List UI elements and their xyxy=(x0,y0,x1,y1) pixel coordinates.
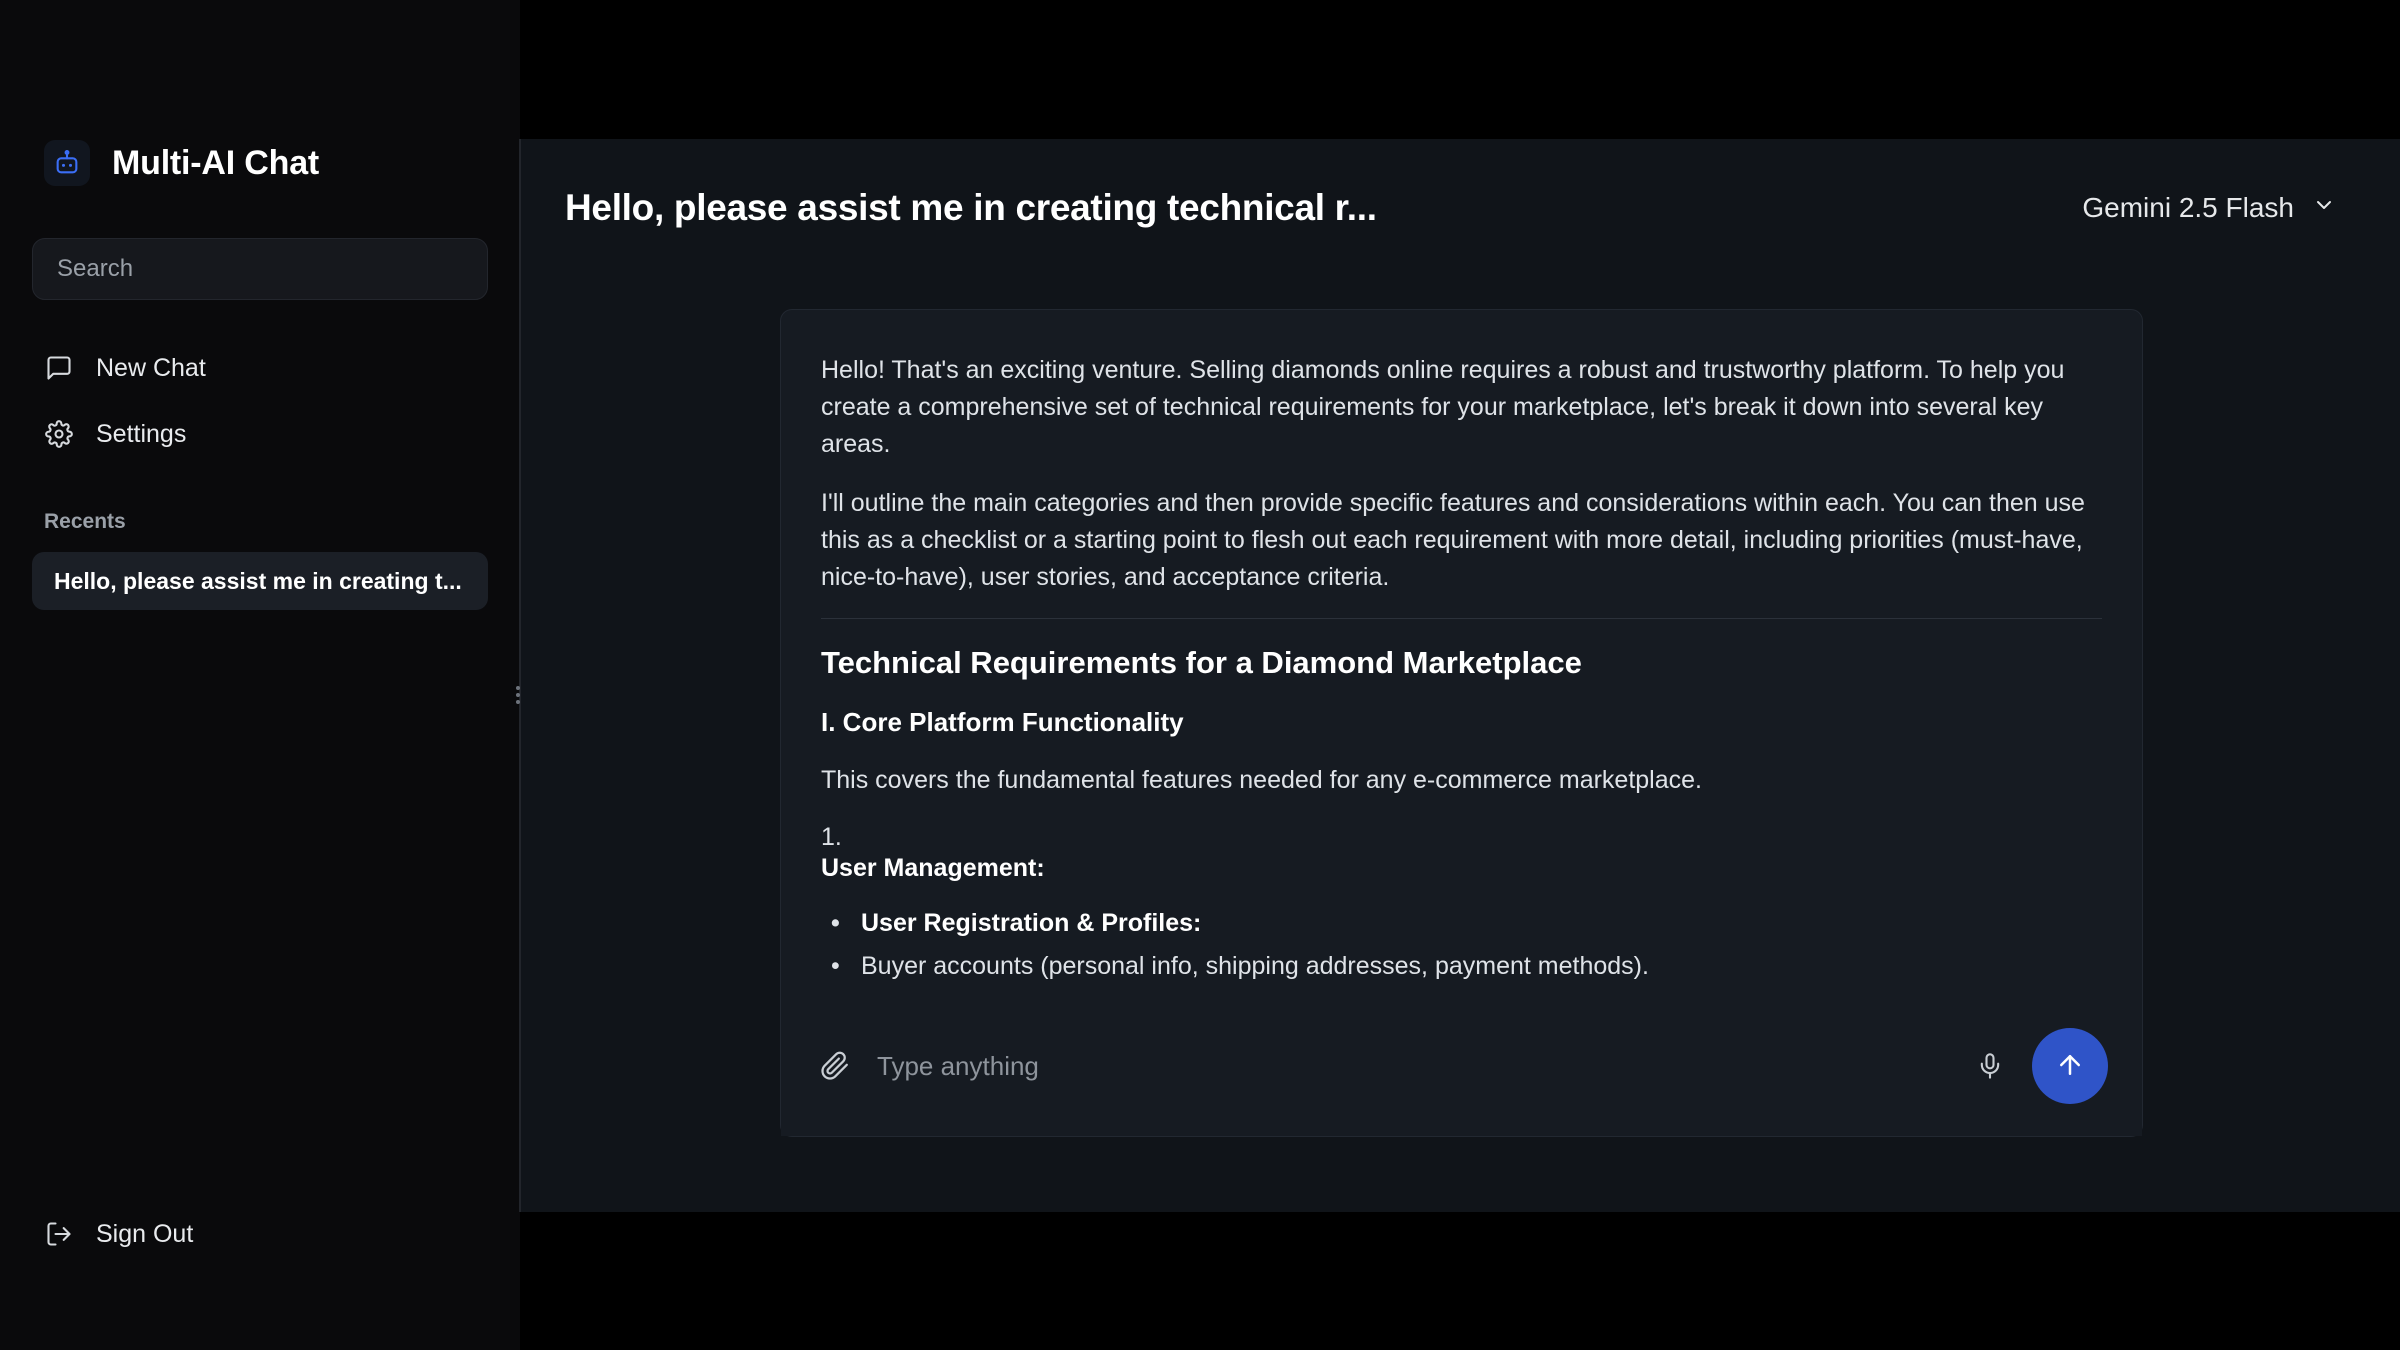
divider xyxy=(821,618,2102,619)
recents-label: Recents xyxy=(44,510,126,533)
message-paragraph: Hello! That's an exciting venture. Selling diamonds online requires a robust and trustworthy platform. To help you create a comprehensive set of technical requirements for your marketplace, let's break it down into several key areas. xyxy=(821,356,2065,458)
message-paragraph: I'll outline the main categories and then provide specific features and considerations within each. You can then use this as a checklist or a starting point to flesh out each requirement with more detail, including priorities (must-have, nice-to-have), user stories, and acceptance criteria. xyxy=(821,489,2085,591)
model-selector-label: Gemini 2.5 Flash xyxy=(2082,192,2294,223)
brand xyxy=(32,140,488,186)
chat-card xyxy=(780,309,2143,1137)
search-box[interactable] xyxy=(32,238,488,300)
sidebar-item-label: Settings xyxy=(96,419,187,448)
gear-icon xyxy=(44,419,74,449)
search-input[interactable] xyxy=(57,255,463,283)
message-paragraph: This covers the fundamental features needed for any e-commerce marketplace. xyxy=(821,766,1702,794)
message-list xyxy=(781,310,2142,1000)
message-input[interactable] xyxy=(877,1051,1948,1082)
list-title: User Management: xyxy=(821,853,1045,882)
chat-bubble-icon xyxy=(44,353,74,383)
message-subheading: I. Core Platform Functionality xyxy=(821,707,1184,737)
page-title: Hello, please assist me in creating technical r... xyxy=(565,187,1377,228)
recents-list xyxy=(32,552,488,610)
paperclip-icon[interactable] xyxy=(815,1046,855,1086)
logout-icon xyxy=(44,1219,74,1249)
main-header xyxy=(521,139,2400,229)
brand-title: Multi-AI Chat xyxy=(112,143,320,182)
main-panel xyxy=(521,139,2400,1212)
microphone-icon[interactable] xyxy=(1970,1046,2010,1086)
sidebar-footer xyxy=(32,1206,488,1262)
composer xyxy=(781,996,2142,1136)
message-heading: Technical Requirements for a Diamond Marketplace xyxy=(821,645,1582,680)
send-button[interactable] xyxy=(2032,1028,2108,1104)
sidebar-item-settings[interactable] xyxy=(32,406,488,462)
list-item: • Buyer accounts (personal info, shipping addresses, payment methods). xyxy=(821,948,2102,984)
arrow-up-icon xyxy=(2055,1050,2085,1083)
sidebar-item-new-chat[interactable] xyxy=(32,340,488,396)
list-item: • User Registration & Profiles: xyxy=(821,905,2102,941)
sign-out-button[interactable] xyxy=(32,1206,488,1262)
list-item[interactable]: Hello, please assist me in creating t... xyxy=(32,552,488,610)
sidebar-item-label: New Chat xyxy=(96,353,206,382)
chevron-down-icon xyxy=(2312,192,2336,224)
list-number: 1. xyxy=(821,823,842,851)
robot-icon xyxy=(44,140,90,186)
sidebar xyxy=(0,0,520,1350)
model-selector[interactable] xyxy=(2082,192,2336,224)
sign-out-label: Sign Out xyxy=(96,1219,194,1248)
sidebar-nav xyxy=(32,340,488,462)
